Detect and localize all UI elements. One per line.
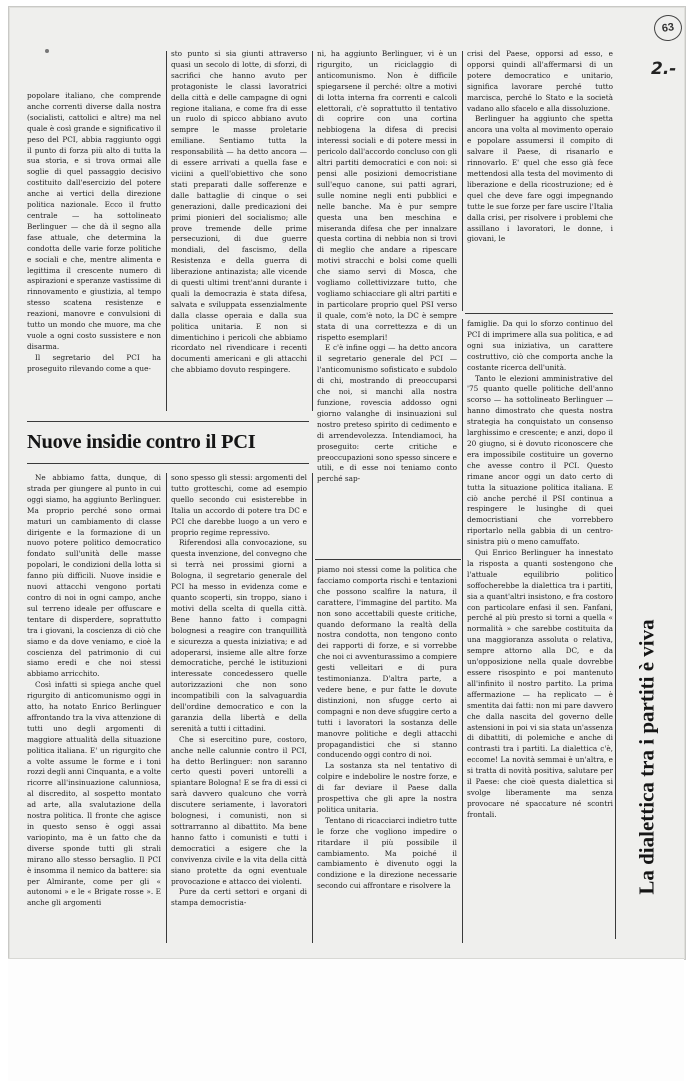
headline-rule <box>27 463 309 464</box>
paragraph: Tanto le elezioni amministrative del '75 quanto quelle politiche dell'anno scorso — ha sottolineato Berlinguer — hanno dimostrato che questa nostra strategia ha conquistato un consenso larghissimo e crescente; e anzi, dopo il 20 giugno, si è dovuto riconoscere che era impossibile costituire un governo che avesse contro il PCI. Questo rimane ancor oggi un dato certo di tutta la situazione politica italiana. E ciò anche perché il PSI continua a respingere le lusinghe di quei democristiani che vorrebbero riportarlo nella gabbia di un centro-sinistra più o meno camuffato. <box>467 373 613 547</box>
archive-stamp <box>652 13 683 43</box>
stamp-number: 63 <box>661 21 675 35</box>
paragraph: popolare italiano, che comprende anche correnti diverse dalla nostra (socialisti, cattolici e altre) ma nel quale è così grande e significativo il peso del PCI, abbia raggiunto oggi il punto di forza più alto di tutta la sua storia, e si trova ormai alle soglie di quel passaggio decisivo costituito dall'esercizio del potere anche ai vertici della direzione politica nazionale. Ecco il frutto centrale — ha sottolineato Berlinguer — che dà il segno alla fase attuale, che determina la condotta delle varie forze politiche e sociali e che, mentre alimenta e legittima il crescente numero di aspirazioni e speranze vastissime di rinnovamento e giustizia, al tempo stesso scatena resistenze e reazioni, manovre e convulsioni di tutto un mondo che muore, ma che vuole a ogni costo sussistere e non disarma. <box>27 91 161 351</box>
column-rule <box>312 51 313 411</box>
section-rule <box>315 559 461 560</box>
paragraph: Pure da certi settori e organi di stampa democristia- <box>171 887 307 908</box>
pencil-mark <box>45 49 49 53</box>
paragraph: Ne abbiamo fatta, dunque, di strada per giungere al punto in cui oggi siamo, ha aggiunto Berlinguer. Ma proprio perché sono ormai maturi un cambiamento di classe dirigente e la formazione di un nuovo potere politico democratico fondato sull'unità delle masse popolari, le condizioni della lotta si fanno più difficili. Nuove insidie e nuovi attacchi vengono portati contro di noi in ogni campo, anche sul terreno ideale per offuscare e tentare di disperdere, soprattutto tra i giovani, la coscienza di ciò che siamo e da dove veniamo, e cioè la coscienza del patrimonio di cui siamo eredi e che noi stessi abbiamo arricchito. <box>27 473 161 679</box>
paragraph: crisi del Paese, opporsi ad esso, e opporsi quindi all'affermarsi di un potere democratico e unitario, significa lavorare perché tutto marcisca, perché lo Stato e la società vadano allo sfacelo e alla dissoluzione. <box>467 49 613 113</box>
vertical-headline-text: La dialettica tra i partiti è viva <box>634 619 659 895</box>
bottom-column-3 <box>317 565 457 949</box>
bottom-column-1 <box>27 473 161 949</box>
bottom-column-2 <box>171 473 307 949</box>
headline-rule <box>27 421 309 422</box>
article-headline: Nuove insidie contro il PCI <box>27 431 256 453</box>
scan-margin <box>8 958 684 1081</box>
paragraph: Berlinguer ha aggiunto che spetta ancora una volta al movimento operaio e popolare assumersi il compito di salvare il Paese, di risanarlo e rinnovarlo. E' quel che esso già fece mettendosi alla testa del movimento di liberazione e della ricostruzione; ed è quel che deve fare oggi impegnando tutte le sue forze per fare uscire l'Italia dalla crisi, per risolvere i problemi che assillano i lavoratori, le donne, i giovani, le <box>467 114 613 244</box>
column-rule <box>462 319 463 943</box>
column-rule <box>166 473 167 943</box>
paragraph: piamo noi stessi come la politica che facciamo comporta rischi e tentazioni che possono scalfire la natura, il carattere, l'immagine del partito. Ma non sono accettabili queste critiche, quando deformano la realtà della nostra condotta, non tengono conto dei rapporti di forze, e si vorrebbe che noi ci avventurassimo a compiere gesti velleitari e di pura testimonianza. D'altra parte, a vedere bene, e pur fatte le dovute distinzioni, non sfugge certo ai compagni e non deve sfuggire certo a tutti i lavoratori la sostanza delle manovre politiche e degli attacchi propagandistici che si stanno conducendo oggi contro di noi. <box>317 565 457 760</box>
top-column-2 <box>171 49 307 415</box>
column-rule <box>312 473 313 943</box>
paragraph: sto punto si sia giunti attraverso quasi un secolo di lotte, di sforzi, di sacrifici che hanno avuto per protagoniste le classi lavoratrici della città e delle campagne di ogni regione italiana, e come fra di esse un ruolo di spicco abbiano avuto sempre le masse proletarie emiliane. Sentiamo tutta la responsabilità — ha detto ancora — di essere arrivati a quella fase e viciini a quell'obiettivo che sono stati preparati dalle sofferenze e dalle battaglie di cinque o sei generazioni, dalle predicazioni dei primi pionieri del socialismo; alle prove tremende delle prime persecuzioni, di due guerre mondiali, del fascismo, della Resistenza e della guerra di liberazione antinazista; alle vicende di questi ultimi trent'anni durante i quali la democrazia è stata difesa, salvata e sviluppata essenzialmente dalla classe operaia e dalla sua politica unitaria. E non si dimentichino i pericoli che abbiamo ricordato nel rivendicare i recenti documenti americani e gli attacchi che abbiamo dovuto respingere. <box>171 49 307 375</box>
top-column-3 <box>317 49 457 559</box>
paragraph: E c'è infine oggi — ha detto ancora il segretario generale del PCI — l'anticomunismo sofisticato e subdolo di chi, mostrando di preoccuparsi che noi, si manchi alla nostra funzione, rovescia addosso ogni giorno valanghe di insinuazioni sul nostro preteso spirito di cedimento e di arrendevolezza. Intendiamoci, ha proseguito: certe critiche e preoccupazioni sono spesso sincere e utili, e di esse noi teniamo conto perché sap- <box>317 343 457 484</box>
bottom-column-4 <box>467 319 613 949</box>
vertical-headline <box>617 577 677 937</box>
paragraph: Il segretario del PCI ha proseguito rilevando come a que- <box>27 352 161 373</box>
paragraph: ni, ha aggiunto Berlinguer, vi è un rigurgito, un riciclaggio di anticomunismo. Non è difficile spiegarsene il perché: oltre a motivi di lotta interna fra correnti e calcoli elettorali, c'è soprattutto il tentativo di coprire con una cortina nebbiogena la difesa di precisi interessi sociali e di potere messi in pericolo dall'accordo concluso con gli altri partiti democratici e con noi: si pensi alle posizioni democristiane sull'equo canone, sui patti agrari, sulle nomine negli enti pubblici e nelle banche. Ma è pur sempre questa una ben meschina e miseranda difesa che per innalzare questa cortina di nebbia non si trovi di meglio che andare a ripescare motivi stracchi e bolsi come quelli che siamo servi di Mosca, che vogliamo collettivizzare tutto, che vogliamo schiacciare gli altri partiti e in particolare proprio quel PSI verso il quale, com'è noto, la DC è sempre stata di una correttezza e di un rispetto esemplari! <box>317 49 457 342</box>
column-rule <box>615 567 616 939</box>
paragraph: famiglie. Da qui lo sforzo continuo del PCI di imprimere alla sua politica, e ad ogni sua iniziativa, un carattere costruttivo, ciò che comporta anche la costante ricerca dell'unità. <box>467 319 613 372</box>
section-rule <box>465 313 613 314</box>
newspaper-clipping <box>8 6 686 960</box>
top-column-4 <box>467 49 613 311</box>
paragraph: Riferendosi alla convocazione, su questa invenzione, del convegno che si terrà nei prossimi giorni a Bologna, il segretario generale del PCI ha messo in evidenza come e quanto scoperti, sin troppo, siano i motivi della scelta di quella città. Bene hanno fatto i compagni bolognesi a reagire con tranquillità e sicurezza a questa iniziativa; e ad adoperarsi, insieme alle altre forze democratiche, perché le istituzioni interessate concedessero quelle autorizzazioni che non sono incompatibili con la salvaguardia dell'ordine democratico e con la garanzia della libertà e della serenità a tutti i cittadini. <box>171 538 307 733</box>
top-column-1 <box>27 91 161 403</box>
handwritten-page-mark: 2.- <box>651 59 677 79</box>
paragraph: Qui Enrico Berlinguer ha innestato la risposta a quanti sostengono che l'attuale equilibrio politico soffocherebbe la dialettica tra i partiti, sia a quant'altri insistono, e fra costoro con particolare enfasi il sen. Fanfani, perché al più presto si torni a quella « normalità » che sarebbe costituita da una maggioranza assoluta o relativa, sempre attorno alla DC, e da un'opposizione nella quale dovrebbe essere risospinto e poi mantenuto all'infinito il nostro partito. La prima affermazione — ha replicato — è smentita dai fatti: non mi pare davvero che dalla nascita del governo delle astensioni in poi vi sia stata un'assenza di dibattiti, di polemiche e anche di contrasti tra i partiti. La dialettica c'è, eccome! La novità semmai è un'altra, e si tratta di novità positiva, salutare per il Paese: che cioè questa dialettica si svolge liberamente ma senza provocare né spaccature né scontri frontali. <box>467 548 613 819</box>
paragraph: La sostanza sta nel tentativo di colpire e indebolire le nostre forze, e di far deviare il Paese dalla prospettiva che gli apre la nostra politica unitaria. <box>317 761 457 814</box>
paragraph: sono spesso gli stessi: argomenti del tutto grotteschi, come ad esempio quello secondo cui esisterebbe in Italia un accordo di potere tra DC e PCI che darebbe luogo a un vero e proprio regime repressivo. <box>171 473 307 537</box>
column-rule <box>462 51 463 311</box>
paragraph: Che si esercitino pure, costoro, anche nelle calunnie contro il PCI, ha detto Berlinguer: non saranno certo questi poveri untorelli a spiantare Bologna! E se fra di essi ci sarà davvero qualcuno che vorrà discutere seriamente, i lavoratori bolognesi, i comunisti, non si sottrarranno al dibattito. Ma bene hanno fatto i comunisti e tutti i democratici a esigere che la convivenza civile e la vita della città siano protette da ogni eventuale provocazione e attacco dei violenti. <box>171 734 307 886</box>
paragraph: Così infatti si spiega anche quel rigurgito di anticomunismo oggi in atto, ha notato Enrico Berlinguer affrontando tra la viva attenzione di tutti uno degli argomenti di maggiore attualità della situazione politica italiana. E' un rigurgito che a volte assume le forme e i toni rozzi degli anni Cinquanta, e a volte ricorre all'insinuazione calunniosa, al discredito, al sospetto montato ad arte, alla svalutazione della nostra politica. Il fronte che agisce in questo senso è oggi assai variopinto, ma è un fatto che da diverse sponde tutti gli strali mirano allo stesso bersaglio. Il PCI è insomma il nemico da battere: sia per Almirante, come per gli « autonomi » e le « Brigate rosse ». E anche gli argomenti <box>27 680 161 908</box>
paragraph: Tentano di ricacciarci indietro tutte le forze che vogliono impedire o ritardare il più possibile il cambiamento. Ma poiché il cambiamento è divenuto oggi la condizione e la direzione necessarie secondo cui affrontare e risolvere la <box>317 815 457 891</box>
column-rule <box>166 51 167 411</box>
